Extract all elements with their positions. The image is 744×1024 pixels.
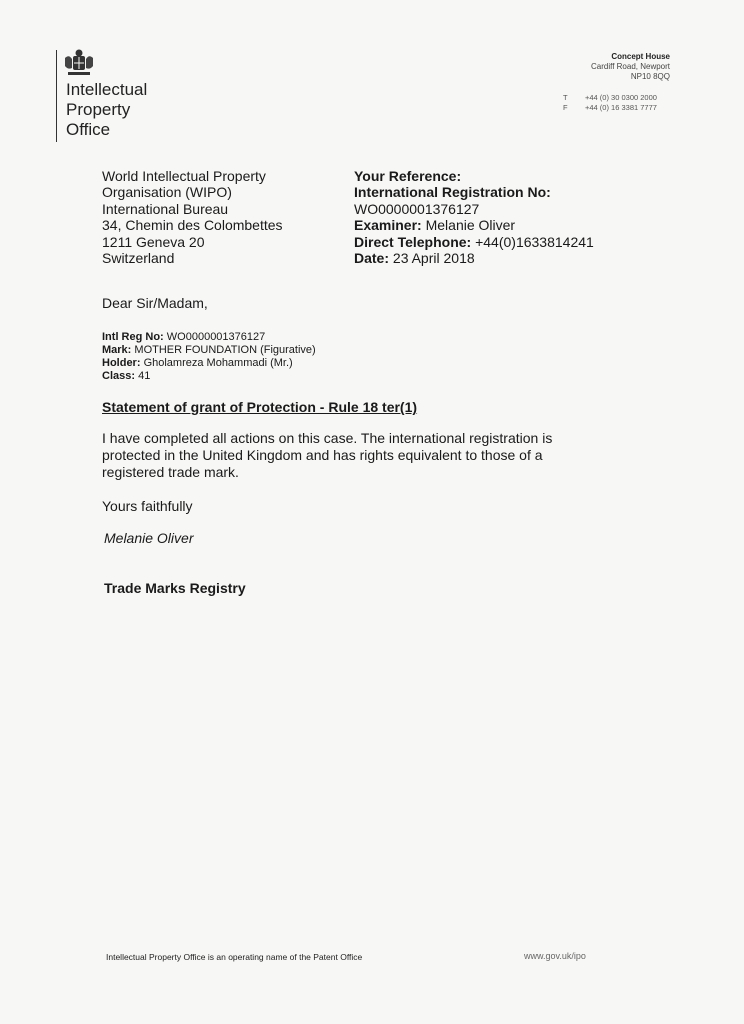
examiner-value: Melanie Oliver	[425, 217, 516, 234]
recipient-line: Switzerland	[102, 250, 175, 267]
case-details	[102, 331, 316, 383]
footer-note: Intellectual Property Office is an operating name of the Patent Office	[106, 952, 363, 962]
date-value: 23 April 2018	[392, 250, 475, 267]
recipient-line: World Intellectual Property	[102, 168, 266, 184]
tel-label: T	[563, 93, 568, 102]
examiner-label: Examiner:	[354, 217, 422, 234]
intl-reg-label: International Registration No:	[354, 184, 551, 201]
reg-value: WO0000001376127	[166, 331, 266, 343]
closing: Yours faithfully	[102, 498, 193, 514]
fax-label: F	[563, 103, 568, 112]
letter-body: I have completed all actions on this case. The international registration is protected in the United Kingdom and has rights equivalent to those of a registered trade mark.	[102, 430, 553, 480]
holder-label: Holder:	[102, 357, 141, 369]
recipient-line: International Bureau	[102, 200, 229, 217]
mark-value: MOTHER FOUNDATION (Figurative)	[134, 344, 316, 356]
salutation: Dear Sir/Madam,	[102, 295, 208, 311]
your-reference-label: Your Reference:	[354, 168, 462, 184]
recipient-line: 1211 Geneva 20	[102, 233, 205, 250]
logo-divider	[56, 50, 57, 142]
intl-reg-value: WO0000001376127	[354, 200, 480, 217]
logo-line: Intellectual	[66, 80, 148, 99]
signature: Melanie Oliver	[104, 530, 194, 546]
address-postcode: NP10 8QQ	[630, 72, 670, 81]
phone-label: Direct Telephone:	[354, 233, 472, 250]
recipient-address	[102, 168, 283, 266]
registry-name: Trade Marks Registry	[104, 580, 246, 596]
holder-value: Gholamreza Mohammadi (Mr.)	[143, 357, 293, 369]
office-address	[591, 52, 670, 82]
address-name: Concept House	[611, 52, 670, 61]
class-value: 41	[138, 370, 151, 382]
office-contact	[563, 93, 657, 113]
royal-crest-icon	[62, 48, 96, 78]
fax-number: +44 (0) 16 3381 7777	[585, 103, 657, 112]
recipient-line: 34, Chemin des Colombettes	[102, 217, 283, 234]
statement-heading: Statement of grant of Protection - Rule 18 ter(1)	[102, 399, 418, 415]
tel-number: +44 (0) 30 0300 2000	[585, 93, 657, 102]
reference-block	[354, 168, 594, 266]
recipient-line: Organisation (WIPO)	[102, 184, 232, 201]
date-label: Date:	[354, 250, 390, 267]
address-street: Cardiff Road, Newport	[591, 62, 670, 71]
mark-label: Mark:	[102, 344, 132, 356]
logo-line: Office	[66, 120, 111, 139]
phone-value: +44(0)1633814241	[475, 233, 594, 250]
class-label: Class:	[102, 370, 136, 382]
footer-url: www.gov.uk/ipo	[524, 951, 586, 961]
reg-label: Intl Reg No:	[102, 331, 164, 343]
logo-wordmark	[66, 80, 147, 140]
logo-line: Property	[66, 100, 131, 119]
